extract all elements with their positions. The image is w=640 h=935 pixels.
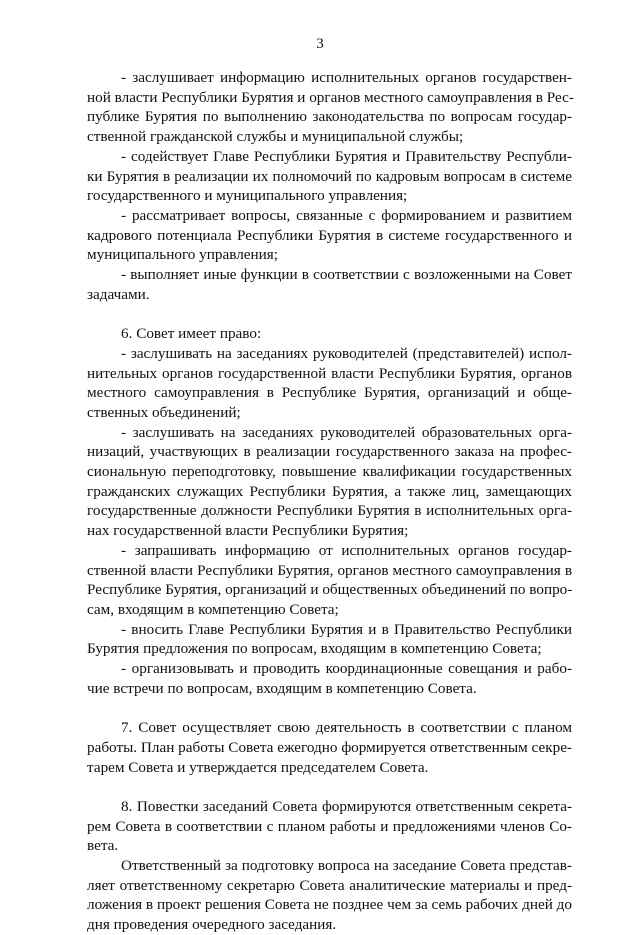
page-number: 3 — [316, 36, 324, 52]
text-line: ной власти Республики Бурятия и органов местного самоуправления в Рес- — [87, 88, 574, 106]
text-line: сиональную переподготовку, повышение квалификации государственных — [87, 463, 572, 481]
text-line: чие встречи по вопросам, входящим в компетенцию Совета. — [87, 679, 477, 697]
paragraph-gap — [87, 698, 572, 718]
text-line: рем Совета в соответствии с планом работы и предложениями членов Со- — [87, 817, 572, 835]
text-line: Ответственный за подготовку вопроса на заседание Совета представ- — [121, 857, 572, 875]
text-line: кадрового потенциала Республики Бурятия в системе государственного и — [87, 226, 572, 244]
text-line: ственной власти Республики Бурятия, органов местного самоуправления в — [87, 561, 572, 579]
text-line: гражданских служащих Республики Бурятия, а также лиц, замещающих — [87, 482, 572, 500]
text-line: государственные должности Республики Бурятия в исполнительных орга- — [87, 502, 572, 520]
text-line: задачами. — [87, 285, 150, 303]
text-line: муниципального управления; — [87, 246, 278, 264]
text-line: ки Бурятия в реализации их полномочий по кадровым вопросам в системе — [87, 167, 572, 185]
text-line: - выполняет иные функции в соответствии с возложенными на Совет — [121, 266, 572, 284]
text-line: 6. Совет имеет право: — [121, 325, 262, 343]
text-line: - содействует Главе Республики Бурятия и Правительству Республи- — [121, 147, 572, 165]
text-line: тарем Совета и утверждается председателем Совета. — [87, 758, 429, 776]
text-line: ственных объединений; — [87, 403, 241, 421]
text-line: Бурятия предложения по вопросам, входящим в компетенцию Совета; — [87, 640, 542, 658]
text-line: - запрашивать информацию от исполнительных органов государ- — [121, 541, 572, 559]
paragraph-gap — [87, 304, 572, 324]
text-line: дня проведения очередного заседания. — [87, 916, 337, 934]
text-line: - вносить Главе Республики Бурятия и в Правительство Республики — [121, 620, 572, 638]
text-line: государственного и муниципального управления; — [87, 187, 408, 205]
text-line: нах государственной власти Республики Бурятия; — [87, 522, 409, 540]
document-body — [87, 68, 572, 935]
text-line: - заслушивает информацию исполнительных органов государствен- — [121, 69, 572, 86]
text-line: вета. — [87, 837, 119, 855]
text-line: - заслушивать на заседаниях руководителей (представителей) испол- — [121, 344, 572, 362]
text-line: ственной гражданской службы и муниципальной службы; — [87, 128, 464, 146]
text-line: местного самоуправления в Республике Бурятия, организаций и обще- — [87, 384, 572, 402]
text-line: ложения в проект решения Совета не позднее чем за семь рабочих дней до — [87, 896, 572, 914]
text-line: Республике Бурятия, организаций и общественных объединений по вопро- — [87, 581, 573, 599]
text-line: работы. План работы Совета ежегодно формируется ответственным секре- — [87, 738, 572, 756]
text-line: - заслушивать на заседаниях руководителей образовательных орга- — [121, 423, 572, 441]
text-line: низаций, участвующих в реализации государственного заказа на профес- — [87, 443, 572, 461]
text-line: нительных органов государственной власти Республики Бурятия, органов — [87, 364, 572, 382]
text-line: - организовывать и проводить координационные совещания и рабо- — [121, 660, 572, 678]
text-line: 8. Повестки заседаний Совета формируются ответственным секрета- — [121, 797, 572, 815]
text-line: сам, входящим в компетенцию Совета; — [87, 600, 339, 618]
text-line: ляет ответственному секретарю Совета аналитические материалы и пред- — [87, 876, 572, 894]
text-line: публике Бурятия по выполнению законодательства по вопросам государ- — [87, 108, 572, 126]
text-line: 7. Совет осуществляет свою деятельность в соответствии с планом — [121, 719, 572, 737]
paragraph-gap — [87, 777, 572, 797]
text-line: - рассматривает вопросы, связанные с формированием и развитием — [121, 206, 572, 224]
